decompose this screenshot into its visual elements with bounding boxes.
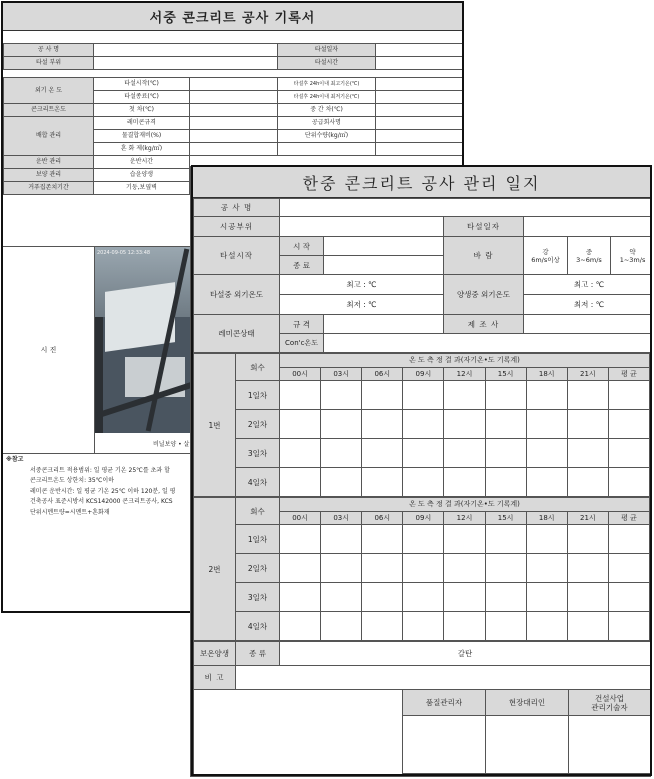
- temp-cell[interactable]: [403, 381, 444, 410]
- temp-cell[interactable]: [362, 525, 403, 554]
- value-pour-date[interactable]: [376, 43, 463, 56]
- label-concrete-temp: 콘크리트온도: [4, 103, 94, 116]
- temp-cell[interactable]: [608, 525, 649, 554]
- note-line: 서중콘크리트 적용범위: 일 평균 기온 25℃를 초과 할: [30, 466, 170, 474]
- day-3-label: 3일차: [236, 439, 280, 468]
- temp-cell[interactable]: [280, 468, 321, 497]
- temp-cell[interactable]: [444, 468, 485, 497]
- label-form-removal: 거푸집존치기간: [4, 181, 94, 194]
- label-end: 종 료: [280, 256, 324, 275]
- value-pour-area[interactable]: [280, 217, 444, 237]
- label-pour-end-temp: 타설종료(℃): [94, 90, 190, 103]
- temp-cell[interactable]: [444, 612, 485, 641]
- temp-cell[interactable]: [608, 554, 649, 583]
- label-kind: 종 류: [236, 642, 280, 666]
- temp-cell[interactable]: [403, 468, 444, 497]
- temp-cell[interactable]: [567, 525, 608, 554]
- temp-cell[interactable]: [526, 468, 567, 497]
- label-project: 공 사 명: [194, 199, 280, 217]
- temp-cell[interactable]: [362, 468, 403, 497]
- hour-21: 21시: [567, 512, 608, 525]
- temp-cell[interactable]: [526, 525, 567, 554]
- value-pour-time[interactable]: [376, 56, 463, 69]
- value-pour-end-temp[interactable]: [190, 90, 278, 103]
- temp-cell[interactable]: [403, 612, 444, 641]
- temp-cell[interactable]: [567, 381, 608, 410]
- temp-cell[interactable]: [485, 525, 526, 554]
- temp-cell[interactable]: [567, 583, 608, 612]
- label-pour-area: 시공부위: [194, 217, 280, 237]
- day-2-label: 2일차: [236, 410, 280, 439]
- hour-06: 06시: [362, 512, 403, 525]
- temp-cell[interactable]: [362, 439, 403, 468]
- temp-table-1: [193, 353, 650, 497]
- temp-cell[interactable]: [321, 468, 362, 497]
- temp-section-title: 온 도 측 정 결 과(자기온•도 기록계): [280, 354, 650, 368]
- label-conc-temp: Con'c온도: [280, 334, 324, 353]
- value-water-binder[interactable]: [190, 129, 278, 142]
- site-photo: [95, 247, 195, 433]
- temp-cell[interactable]: [403, 583, 444, 612]
- temp-cell[interactable]: [280, 381, 321, 410]
- label-remarks: 비 고: [194, 666, 236, 690]
- wind-medium-option[interactable]: 중 3~6m/s: [568, 237, 611, 275]
- temp-cell[interactable]: [403, 410, 444, 439]
- label-pour-time: 타설시간: [278, 56, 376, 69]
- hour-12: 12시: [444, 368, 485, 381]
- label-admixture: 혼 화 제(kg/㎥): [94, 142, 190, 155]
- value-min-temp-24h[interactable]: [376, 90, 463, 103]
- value-spec[interactable]: [324, 315, 444, 334]
- hour-18: 18시: [526, 368, 567, 381]
- label-pour-start: 타설시작: [194, 237, 280, 275]
- temp-cell[interactable]: [444, 410, 485, 439]
- value-unit-water[interactable]: [376, 129, 463, 142]
- temp-cell[interactable]: [280, 612, 321, 641]
- temp-cell[interactable]: [403, 525, 444, 554]
- value-max-temp-24h[interactable]: [376, 77, 463, 90]
- temp-cell[interactable]: [362, 612, 403, 641]
- temp-table-2: [193, 497, 650, 641]
- value-admixture[interactable]: [190, 142, 278, 155]
- label-pour-start-temp: 타설시작(℃): [94, 77, 190, 90]
- day-2-label: 2일차: [236, 554, 280, 583]
- label-first-car: 첫 차(℃): [94, 103, 190, 116]
- temp-cell[interactable]: [321, 583, 362, 612]
- temp-cell[interactable]: [526, 439, 567, 468]
- temp-cell[interactable]: [567, 612, 608, 641]
- temp-section-title: 온 도 측 정 결 과(자기온•도 기록계): [280, 498, 650, 512]
- temp-cell[interactable]: [485, 583, 526, 612]
- value-end-time[interactable]: [324, 256, 444, 275]
- temp-cell[interactable]: [567, 410, 608, 439]
- label-wet-curing: 습윤양생: [94, 168, 190, 181]
- wind-strong-option[interactable]: 강 6m/s이상: [524, 237, 568, 275]
- value-mid-car[interactable]: [376, 103, 463, 116]
- signer-construction-manager: 건설사업 관리기술자: [569, 690, 651, 716]
- note-line: 콘크리트온도 상한치: 35℃이하: [30, 477, 114, 484]
- temp-cell[interactable]: [567, 439, 608, 468]
- hour-09: 09시: [403, 368, 444, 381]
- temp-cell[interactable]: [608, 468, 649, 497]
- temp-cell[interactable]: [444, 583, 485, 612]
- temp-cell[interactable]: [608, 439, 649, 468]
- section-2-label: 2번: [194, 498, 236, 641]
- temp-cell[interactable]: [485, 554, 526, 583]
- label-pour-outside-temp: 타설중 외기온도: [194, 275, 280, 315]
- front-sheet-title: 한중 콘크리트 공사 관리 일지: [193, 167, 650, 198]
- pour-max-temp[interactable]: 최고 : ℃: [280, 275, 444, 295]
- temp-cell[interactable]: [526, 554, 567, 583]
- label-remicon: 레미콘상태: [194, 315, 280, 353]
- temp-cell[interactable]: [485, 612, 526, 641]
- temp-cell[interactable]: [403, 439, 444, 468]
- temp-cell[interactable]: [362, 554, 403, 583]
- label-pour-date: 타설일자: [278, 43, 376, 56]
- day-3-label: 3일차: [236, 583, 280, 612]
- curing-min-temp[interactable]: 최저 : ℃: [524, 295, 653, 315]
- label-base-form: 기둥,보옆벽: [94, 181, 190, 194]
- temp-cell[interactable]: [280, 554, 321, 583]
- hour-21: 21시: [567, 368, 608, 381]
- label-transport-mgmt: 운반 관리: [4, 155, 94, 168]
- value-remarks[interactable]: [236, 666, 651, 690]
- day-1-label: 1일차: [236, 381, 280, 410]
- value-conc-temp[interactable]: [324, 334, 653, 353]
- notes-heading: ※참고: [6, 456, 24, 463]
- hour-avg: 평 균: [608, 368, 649, 381]
- label-transport-time: 운반시간: [94, 155, 190, 168]
- round-label: 회수: [236, 354, 280, 381]
- hour-03: 03시: [321, 368, 362, 381]
- label-mid-car: 중 간 차(℃): [278, 103, 376, 116]
- value-pour-date[interactable]: [524, 217, 653, 237]
- wind-weak-option[interactable]: 약 1~3m/s: [611, 237, 653, 275]
- note-line: 레미콘 운반시간: 일 평균 기온 25℃ 이하 120분, 일 평: [30, 487, 176, 495]
- value-supplier[interactable]: [376, 116, 463, 129]
- value-kind[interactable]: 갈탄: [280, 642, 651, 666]
- temp-cell[interactable]: [526, 612, 567, 641]
- label-curing-mgmt: 보양 관리: [4, 168, 94, 181]
- label-project: 공 사 명: [4, 43, 94, 56]
- temp-cell[interactable]: [280, 583, 321, 612]
- label-start: 시 작: [280, 237, 324, 256]
- temp-cell[interactable]: [444, 554, 485, 583]
- temp-cell[interactable]: [321, 410, 362, 439]
- label-water-binder: 물결합재비(%): [94, 129, 190, 142]
- signer-quality-manager: 품질관리자: [403, 690, 486, 716]
- label-maker: 제 조 사: [444, 315, 524, 334]
- value-start-time[interactable]: [324, 237, 444, 256]
- temp-cell[interactable]: [321, 439, 362, 468]
- temp-cell[interactable]: [567, 554, 608, 583]
- value-project[interactable]: [280, 199, 653, 217]
- day-4-label: 4일차: [236, 468, 280, 497]
- hour-00: 00시: [280, 512, 321, 525]
- note-line: 건축공사 표준시방서 KCS142000 콘크리트공사, KCS: [30, 498, 173, 505]
- temp-cell[interactable]: [526, 410, 567, 439]
- temp-cell[interactable]: [608, 583, 649, 612]
- temp-cell[interactable]: [321, 525, 362, 554]
- temp-cell[interactable]: [526, 381, 567, 410]
- label-curing-outside-temp: 양생중 외기온도: [444, 275, 524, 315]
- value-pour-start-temp[interactable]: [190, 77, 278, 90]
- temp-cell[interactable]: [444, 525, 485, 554]
- round-label: 회수: [236, 498, 280, 525]
- value-remicon-spec[interactable]: [190, 116, 278, 129]
- temp-cell[interactable]: [526, 583, 567, 612]
- temp-cell[interactable]: [608, 612, 649, 641]
- label-unit-water: 단위수량(kg/㎥): [278, 129, 376, 142]
- temp-cell[interactable]: [280, 525, 321, 554]
- value-first-car[interactable]: [190, 103, 278, 116]
- hour-18: 18시: [526, 512, 567, 525]
- signer-site-agent: 현장대리인: [486, 690, 569, 716]
- pour-min-temp[interactable]: 최저 : ℃: [280, 295, 444, 315]
- section-1-label: 1번: [194, 354, 236, 497]
- hour-avg: 평 균: [608, 512, 649, 525]
- temp-cell[interactable]: [362, 381, 403, 410]
- photo-label: 시 진: [3, 247, 95, 453]
- temp-cell[interactable]: [280, 439, 321, 468]
- temp-cell[interactable]: [567, 468, 608, 497]
- hour-03: 03시: [321, 512, 362, 525]
- temp-cell[interactable]: [608, 381, 649, 410]
- temp-cell[interactable]: [321, 381, 362, 410]
- label-max-temp-24h: 타설후 24h이내 최고기온(℃): [278, 77, 376, 90]
- temp-cell[interactable]: [403, 554, 444, 583]
- curing-max-temp[interactable]: 최고 : ℃: [524, 275, 653, 295]
- label-pour-area: 타설 부위: [4, 56, 94, 69]
- label-pour-date: 타설일자: [444, 217, 524, 237]
- temp-cell[interactable]: [485, 468, 526, 497]
- day-1-label: 1일차: [236, 525, 280, 554]
- temp-cell[interactable]: [485, 381, 526, 410]
- label-supplier: 공급회사명: [278, 116, 376, 129]
- day-4-label: 4일차: [236, 612, 280, 641]
- signature-construction-manager[interactable]: [569, 716, 651, 774]
- label-remicon-spec: 레미콘규격: [94, 116, 190, 129]
- hour-15: 15시: [485, 368, 526, 381]
- hour-12: 12시: [444, 512, 485, 525]
- temp-cell[interactable]: [362, 410, 403, 439]
- back-sheet-title: 서중 콘크리트 공사 기록서: [3, 3, 462, 31]
- temp-cell[interactable]: [280, 410, 321, 439]
- signature-site-agent[interactable]: [486, 716, 569, 774]
- temp-cell[interactable]: [444, 381, 485, 410]
- label-outside-temp: 외기 온 도: [4, 77, 94, 103]
- temp-cell[interactable]: [485, 439, 526, 468]
- front-header-table: [193, 198, 652, 353]
- temp-cell[interactable]: [444, 439, 485, 468]
- temp-cell[interactable]: [362, 583, 403, 612]
- value-pour-area[interactable]: [94, 56, 278, 69]
- temp-cell[interactable]: [608, 410, 649, 439]
- photo-timestamp: 2024-09-05 12:33:48: [97, 250, 151, 256]
- value-project[interactable]: [94, 43, 278, 56]
- temp-cell[interactable]: [321, 612, 362, 641]
- hour-15: 15시: [485, 512, 526, 525]
- photo-caption: 비닐보양 • 살: [153, 441, 190, 448]
- temp-cell[interactable]: [321, 554, 362, 583]
- label-min-temp-24h: 타설후 24h이내 최저기온(℃): [278, 90, 376, 103]
- signature-quality-manager[interactable]: [403, 716, 486, 774]
- label-spec: 규 격: [280, 315, 324, 334]
- front-footer-table: [193, 641, 651, 774]
- value-maker[interactable]: [524, 315, 653, 334]
- hour-00: 00시: [280, 368, 321, 381]
- hour-09: 09시: [403, 512, 444, 525]
- label-mix-mgmt: 배합 관리: [4, 116, 94, 155]
- front-sheet: [191, 165, 652, 776]
- hour-06: 06시: [362, 368, 403, 381]
- label-wind: 바 람: [444, 237, 524, 275]
- note-line: 단위시멘트량=시멘트+혼화재: [30, 508, 110, 516]
- temp-cell[interactable]: [485, 410, 526, 439]
- label-insulation: 보온양생: [194, 642, 236, 666]
